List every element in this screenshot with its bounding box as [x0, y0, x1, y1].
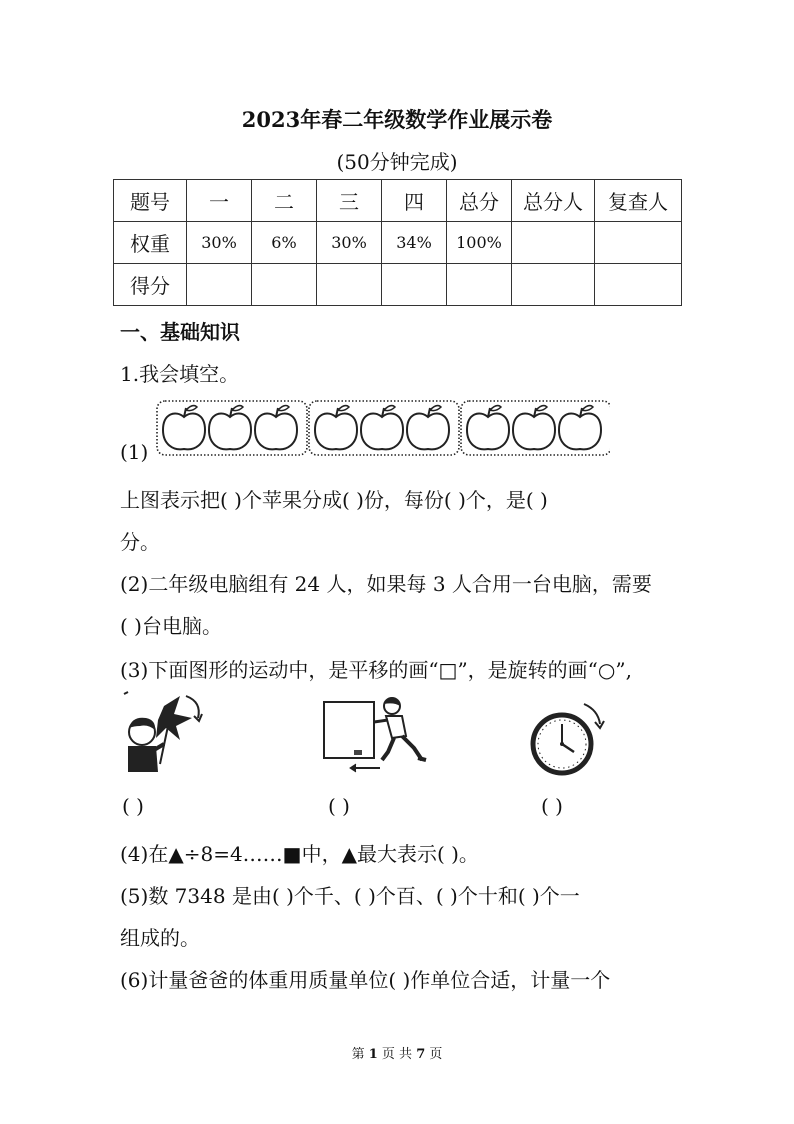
apple-icon — [209, 413, 251, 449]
rotation-arrow — [186, 696, 199, 718]
push-box-figure — [322, 694, 428, 774]
apple-icon — [163, 413, 205, 449]
score-table — [113, 179, 682, 306]
header-cell: 总分 — [447, 180, 512, 222]
apple-icon — [559, 413, 601, 449]
apple-leaf — [536, 406, 547, 411]
section-1-title: 一、基础知识 — [120, 320, 240, 344]
apple-icon — [361, 413, 403, 449]
rotation-arrow — [584, 704, 600, 724]
pinwheel-blades — [156, 696, 192, 740]
question-1-1-text-cont: 分。 — [120, 530, 160, 554]
question-1-6-text: (6)计量爸爸的体重用质量单位( )作单位合适，计量一个 — [120, 968, 611, 992]
apple-icon — [407, 413, 449, 449]
score-cell[interactable] — [595, 264, 682, 306]
apple-icon — [513, 413, 555, 449]
score-table-header-row — [114, 180, 682, 222]
question-1-5-text: (5)数 7348 是由( )个千、( )个百、( )个十和( )个一 — [120, 884, 580, 908]
footer-total-pages: 7 — [416, 1047, 426, 1062]
motion-mark — [124, 692, 128, 694]
page-subtitle: (50分钟完成) — [336, 150, 458, 174]
question-1-1-text: 上图表示把( )个苹果分成( )份，每份( )个，是( ) — [120, 488, 548, 512]
header-cell: 总分人 — [512, 180, 595, 222]
header-cell: 复查人 — [595, 180, 682, 222]
weight-cell — [595, 222, 682, 264]
score-cell[interactable] — [187, 264, 252, 306]
apple-groups-figure — [156, 399, 610, 459]
score-cell[interactable] — [382, 264, 447, 306]
score-cell[interactable] — [252, 264, 317, 306]
clock-figure — [528, 698, 608, 778]
box — [324, 702, 374, 758]
apple-icon — [467, 413, 509, 449]
apple-leaf — [338, 406, 349, 411]
footer-page-number: 1 — [368, 1047, 378, 1062]
question-1-2-text: (2)二年级电脑组有 24 人，如果每 3 人合用一台电脑，需要 — [120, 572, 652, 596]
weight-label: 权重 — [114, 222, 187, 264]
apple-leaf — [232, 406, 243, 411]
weight-cell: 34% — [382, 222, 447, 264]
answer-blank-pinwheel[interactable]: ( ) — [122, 794, 144, 818]
question-1-title: 1.我会填空。 — [120, 362, 240, 386]
weight-cell: 6% — [252, 222, 317, 264]
weight-cell — [512, 222, 595, 264]
apple-leaf — [582, 406, 593, 411]
question-1-3-text: (3)下面图形的运动中，是平移的画“□”，是旋转的画“○”, — [120, 658, 632, 682]
apple-leaf — [490, 406, 501, 411]
score-cell[interactable] — [512, 264, 595, 306]
apple-leaf — [278, 406, 289, 411]
weight-cell: 100% — [447, 222, 512, 264]
page-title: 2023年春二年级数学作业展示卷 — [241, 107, 553, 132]
page-footer — [0, 1043, 794, 1062]
apple-leaf — [186, 406, 197, 411]
apple-icon — [255, 413, 297, 449]
score-label: 得分 — [114, 264, 187, 306]
answer-blank-clock[interactable]: ( ) — [541, 794, 563, 818]
apple-leaf — [384, 406, 395, 411]
question-1-4-text: (4)在▲÷8=4……■中，▲最大表示( )。 — [120, 842, 479, 866]
answer-blank-push-box[interactable]: ( ) — [328, 794, 350, 818]
header-cell: 三 — [317, 180, 382, 222]
question-1-5-text-cont: 组成的。 — [120, 926, 200, 950]
pinwheel-child-figure — [120, 688, 206, 774]
header-cell: 题号 — [114, 180, 187, 222]
question-1-1-label: (1) — [120, 440, 149, 464]
score-cell[interactable] — [447, 264, 512, 306]
weight-cell: 30% — [317, 222, 382, 264]
score-table-weight-row — [114, 222, 682, 264]
question-1-2-text-cont: ( )台电脑。 — [120, 614, 222, 638]
boy-body — [386, 716, 406, 738]
apple-leaf — [430, 406, 441, 411]
footer-suffix: 页 — [429, 1047, 443, 1062]
header-cell: 一 — [187, 180, 252, 222]
header-cell: 四 — [382, 180, 447, 222]
apple-icon — [315, 413, 357, 449]
score-table-score-row — [114, 264, 682, 306]
header-cell: 二 — [252, 180, 317, 222]
score-cell[interactable] — [317, 264, 382, 306]
footer-middle: 页 共 — [381, 1047, 413, 1062]
child-body — [128, 746, 158, 772]
weight-cell: 30% — [187, 222, 252, 264]
footer-prefix: 第 — [351, 1047, 365, 1062]
apple-groups — [157, 401, 610, 455]
